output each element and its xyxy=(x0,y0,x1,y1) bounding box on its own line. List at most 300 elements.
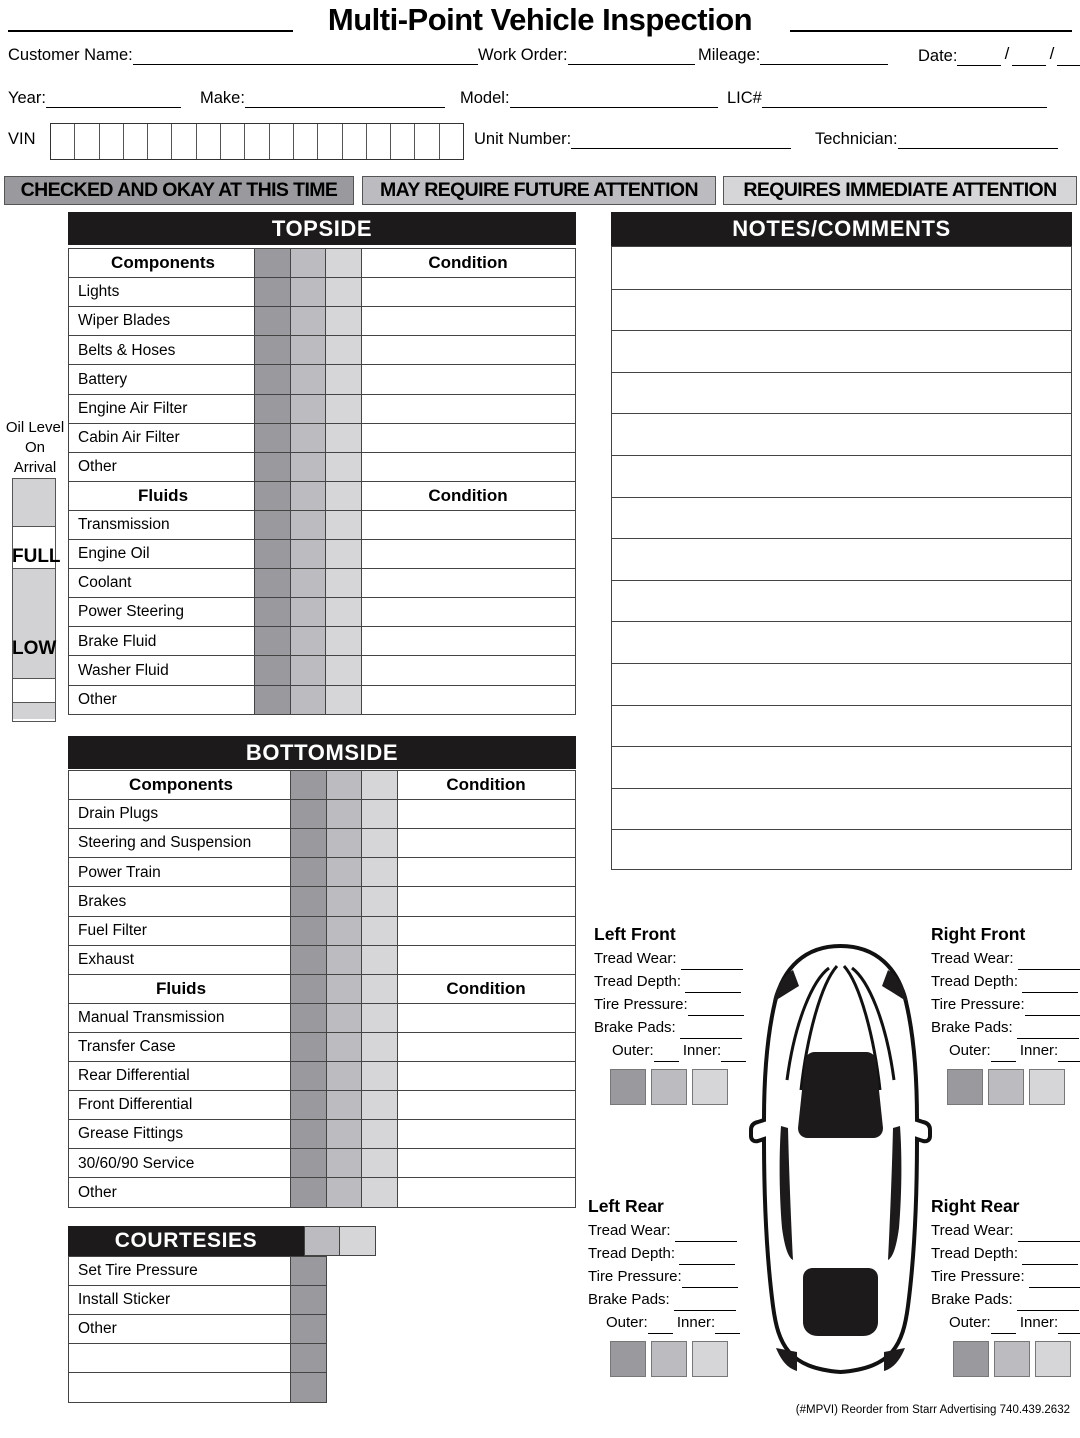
checkbox-cell-future[interactable] xyxy=(326,770,363,801)
tire-pressure-line[interactable] xyxy=(688,1003,744,1016)
checkbox-cell-okay[interactable] xyxy=(254,510,291,541)
row-label: Transfer Case xyxy=(78,1038,176,1056)
brake-pads-line[interactable] xyxy=(674,1298,736,1311)
condition-cell[interactable] xyxy=(360,539,576,570)
notes-comments-area[interactable] xyxy=(611,246,1072,870)
oil-seg-4[interactable] xyxy=(13,679,55,703)
table-row[interactable] xyxy=(68,1032,294,1063)
checkbox-cell-immediate[interactable] xyxy=(361,799,398,830)
checkbox-cell-future[interactable] xyxy=(326,1061,363,1092)
checkbox-cell-okay[interactable] xyxy=(254,626,291,657)
notes-line[interactable] xyxy=(612,663,1071,664)
checkbox-cell-immediate[interactable] xyxy=(325,539,362,570)
checkbox-cell-future[interactable] xyxy=(326,1090,363,1121)
condition-cell[interactable] xyxy=(360,510,576,541)
outer-inner-row[interactable] xyxy=(588,1311,740,1334)
checkbox-cell-future[interactable] xyxy=(290,277,327,308)
condition-cell[interactable] xyxy=(396,1032,576,1063)
checkbox-cell-future[interactable] xyxy=(326,974,363,1005)
tread-wear-row[interactable] xyxy=(931,947,1080,970)
condition-cell[interactable] xyxy=(360,423,576,454)
table-row[interactable] xyxy=(68,1148,294,1179)
checkbox-cell-okay[interactable] xyxy=(290,1032,327,1063)
checkbox-cell-immediate[interactable] xyxy=(361,1148,398,1179)
checkbox-cell-okay[interactable] xyxy=(254,481,291,512)
checkbox-cell-immediate[interactable] xyxy=(361,886,398,917)
condition-cell[interactable] xyxy=(396,799,576,830)
checkbox-cell-okay[interactable] xyxy=(290,945,327,976)
checkbox-cell-okay[interactable] xyxy=(254,306,291,337)
mileage-line[interactable] xyxy=(760,51,888,65)
condition-column-header[interactable] xyxy=(396,974,576,1005)
customer-name-line[interactable] xyxy=(133,51,478,65)
date-separator-1: / xyxy=(1004,44,1010,63)
table-row[interactable] xyxy=(68,568,258,599)
condition-header-label: Condition xyxy=(428,253,508,273)
checkbox-cell-future[interactable] xyxy=(290,510,327,541)
condition-cell[interactable] xyxy=(360,626,576,657)
checkbox-cell-future[interactable] xyxy=(326,1032,363,1063)
tread-depth-label: Tread Depth: xyxy=(594,973,681,990)
checkbox-cell-immediate[interactable] xyxy=(325,597,362,628)
brake-pads-label: Brake Pads: xyxy=(588,1291,670,1308)
table-row[interactable] xyxy=(68,539,258,570)
checkbox-cell-immediate[interactable] xyxy=(325,568,362,599)
tread-wear-line[interactable] xyxy=(675,1229,737,1242)
vin-box[interactable] xyxy=(51,124,75,159)
checkbox-cell-immediate[interactable] xyxy=(325,335,362,366)
vin-box[interactable] xyxy=(172,124,196,159)
table-row[interactable] xyxy=(68,1314,294,1345)
table-row[interactable] xyxy=(68,306,258,337)
table-row[interactable] xyxy=(68,655,258,686)
checkbox-cell-immediate[interactable] xyxy=(361,1090,398,1121)
tread-depth-row[interactable] xyxy=(931,970,1080,993)
tire-pressure-line[interactable] xyxy=(682,1275,738,1288)
work-order-line[interactable] xyxy=(568,51,695,65)
swatch-immediate-attention[interactable] xyxy=(692,1341,728,1377)
checkbox-cell-future[interactable] xyxy=(326,1177,363,1208)
condition-cell[interactable] xyxy=(360,655,576,686)
table-row[interactable] xyxy=(68,828,294,859)
table-row[interactable] xyxy=(68,1061,294,1092)
checkbox-cell-okay[interactable] xyxy=(290,1090,327,1121)
checkbox-cell-okay[interactable] xyxy=(290,1148,327,1179)
lic-field[interactable] xyxy=(727,89,1047,108)
brake-pads-line[interactable] xyxy=(680,1026,742,1039)
checkbox-cell-okay[interactable] xyxy=(254,423,291,454)
checkbox-cell-immediate[interactable] xyxy=(325,685,362,716)
condition-cell[interactable] xyxy=(360,685,576,716)
condition-column-header[interactable] xyxy=(396,770,576,801)
checkbox-cell-immediate[interactable] xyxy=(325,277,362,308)
make-field[interactable] xyxy=(200,89,445,108)
checkbox-cell-okay[interactable] xyxy=(254,655,291,686)
tread-wear-row[interactable] xyxy=(588,1219,740,1242)
condition-cell[interactable] xyxy=(360,394,576,425)
notes-line[interactable] xyxy=(612,330,1071,331)
date-separator-2: / xyxy=(1049,44,1055,63)
checkbox-cell-okay[interactable] xyxy=(254,597,291,628)
technician-line[interactable] xyxy=(898,135,1058,149)
unit-number-field[interactable] xyxy=(474,130,791,149)
checkbox-cell-future[interactable] xyxy=(290,394,327,425)
checkbox-cell-okay[interactable] xyxy=(290,1256,327,1287)
condition-cell[interactable] xyxy=(396,1148,576,1179)
checkbox-cell-okay[interactable] xyxy=(254,568,291,599)
tread-depth-row[interactable] xyxy=(588,1242,740,1265)
vin-box[interactable] xyxy=(343,124,367,159)
tire-pressure-row[interactable] xyxy=(594,993,746,1016)
tread-depth-line[interactable] xyxy=(1022,980,1078,993)
table-row[interactable] xyxy=(68,1119,294,1150)
notes-line[interactable] xyxy=(612,455,1071,456)
notes-line[interactable] xyxy=(612,705,1071,706)
checkbox-cell-future[interactable] xyxy=(290,364,327,395)
mileage-field[interactable] xyxy=(698,46,888,65)
oil-level-gauge[interactable] xyxy=(4,418,66,659)
tire-condition-swatches[interactable] xyxy=(588,1341,740,1377)
tire-condition-swatches[interactable] xyxy=(931,1069,1080,1105)
table-row[interactable] xyxy=(68,335,258,366)
notes-line[interactable] xyxy=(612,413,1071,414)
checkbox-cell-okay[interactable] xyxy=(290,1372,327,1403)
outer-inner-row[interactable] xyxy=(931,1039,1080,1062)
tire-pressure-line[interactable] xyxy=(1029,1275,1080,1288)
checkbox-cell-future[interactable] xyxy=(290,685,327,716)
checkbox-cell-immediate[interactable] xyxy=(325,364,362,395)
tread-wear-line[interactable] xyxy=(1018,957,1080,970)
checkbox-cell-future[interactable] xyxy=(326,857,363,888)
checkbox-cell-okay[interactable] xyxy=(290,1343,327,1374)
notes-line[interactable] xyxy=(612,289,1071,290)
condition-cell[interactable] xyxy=(360,452,576,483)
vin-box[interactable] xyxy=(124,124,148,159)
row-label: Power Steering xyxy=(78,603,184,621)
condition-cell[interactable] xyxy=(360,568,576,599)
table-row[interactable] xyxy=(68,1177,294,1208)
checkbox-cell-immediate[interactable] xyxy=(339,1226,376,1256)
checkbox-cell-immediate[interactable] xyxy=(361,770,398,801)
brake-pads-line[interactable] xyxy=(1017,1026,1079,1039)
technician-field[interactable] xyxy=(815,130,1058,149)
outer-line[interactable] xyxy=(991,1049,1016,1062)
checkbox-cell-immediate[interactable] xyxy=(361,857,398,888)
swatch-future-attention[interactable] xyxy=(994,1341,1030,1377)
checkbox-cell-okay[interactable] xyxy=(290,1003,327,1034)
work-order-field[interactable] xyxy=(478,46,695,65)
condition-cell[interactable] xyxy=(396,916,576,947)
brake-pads-row[interactable] xyxy=(931,1016,1080,1039)
condition-cell[interactable] xyxy=(396,1119,576,1150)
condition-cell[interactable] xyxy=(396,1090,576,1121)
vin-box[interactable] xyxy=(100,124,124,159)
checkbox-cell-okay[interactable] xyxy=(290,1061,327,1092)
year-line[interactable] xyxy=(46,94,181,108)
oil-level-title-line2: On Arrival xyxy=(13,439,57,476)
checkbox-cell-future[interactable] xyxy=(326,916,363,947)
swatch-immediate-attention[interactable] xyxy=(1029,1069,1065,1105)
inner-line[interactable] xyxy=(1058,1321,1080,1334)
checkbox-cell-okay[interactable] xyxy=(254,248,291,279)
outer-line[interactable] xyxy=(648,1321,673,1334)
oil-seg-1[interactable] xyxy=(13,479,55,527)
tread-wear-row[interactable] xyxy=(931,1219,1080,1242)
tire-pressure-row[interactable] xyxy=(931,1265,1080,1288)
checkbox-cell-immediate[interactable] xyxy=(361,828,398,859)
checkbox-cell-okay[interactable] xyxy=(254,364,291,395)
inner-line[interactable] xyxy=(1058,1049,1080,1062)
checkbox-cell-immediate[interactable] xyxy=(325,626,362,657)
swatch-checked-okay[interactable] xyxy=(947,1069,983,1105)
condition-column-header[interactable] xyxy=(360,248,576,279)
notes-line[interactable] xyxy=(612,372,1071,373)
table-row[interactable] xyxy=(68,1090,294,1121)
condition-cell[interactable] xyxy=(396,1061,576,1092)
checkbox-cell-future[interactable] xyxy=(290,452,327,483)
notes-line[interactable] xyxy=(612,580,1071,581)
checkbox-cell-okay[interactable] xyxy=(254,394,291,425)
table-row[interactable] xyxy=(68,857,294,888)
checkbox-cell-okay[interactable] xyxy=(254,539,291,570)
table-row[interactable] xyxy=(68,452,258,483)
condition-cell[interactable] xyxy=(360,306,576,337)
tread-depth-line[interactable] xyxy=(1022,1252,1078,1265)
tire-condition-swatches[interactable] xyxy=(931,1341,1080,1377)
table-row[interactable] xyxy=(68,394,258,425)
checkbox-cell-future[interactable] xyxy=(290,568,327,599)
date-month-line[interactable] xyxy=(957,52,1001,66)
brake-pads-row[interactable] xyxy=(594,1016,746,1039)
condition-cell[interactable] xyxy=(360,597,576,628)
notes-line[interactable] xyxy=(612,746,1071,747)
swatch-future-attention[interactable] xyxy=(651,1069,687,1105)
checkbox-cell-immediate[interactable] xyxy=(325,655,362,686)
checkbox-cell-okay[interactable] xyxy=(254,335,291,366)
checkbox-cell-future[interactable] xyxy=(290,626,327,657)
make-line[interactable] xyxy=(245,94,445,108)
checkbox-cell-okay[interactable] xyxy=(290,828,327,859)
checkbox-cell-immediate[interactable] xyxy=(361,1177,398,1208)
vin-box[interactable] xyxy=(245,124,269,159)
checkbox-cell-okay[interactable] xyxy=(254,277,291,308)
swatch-future-attention[interactable] xyxy=(651,1341,687,1377)
checkbox-cell-okay[interactable] xyxy=(254,452,291,483)
table-row[interactable] xyxy=(68,1003,294,1034)
table-row[interactable] xyxy=(68,1285,294,1316)
checkbox-cell-future[interactable] xyxy=(326,1148,363,1179)
checkbox-cell-future[interactable] xyxy=(326,886,363,917)
condition-cell[interactable] xyxy=(396,945,576,976)
inner-line[interactable] xyxy=(721,1049,746,1062)
outer-line[interactable] xyxy=(654,1049,679,1062)
model-line[interactable] xyxy=(510,94,718,108)
checkbox-cell-immediate[interactable] xyxy=(325,481,362,512)
table-row[interactable] xyxy=(68,916,294,947)
condition-cell[interactable] xyxy=(396,886,576,917)
swatch-immediate-attention[interactable] xyxy=(1035,1341,1071,1377)
tire-pressure-row[interactable] xyxy=(588,1265,740,1288)
vin-boxes[interactable] xyxy=(50,123,464,160)
vin-box[interactable] xyxy=(440,124,463,159)
tire-condition-swatches[interactable] xyxy=(594,1069,746,1105)
table-row[interactable] xyxy=(68,685,258,716)
inner-line[interactable] xyxy=(715,1321,740,1334)
checkbox-cell-okay[interactable] xyxy=(254,685,291,716)
outer-label: Outer: xyxy=(949,1042,991,1059)
tread-wear-row[interactable] xyxy=(594,947,746,970)
table-row[interactable] xyxy=(68,1256,294,1287)
tread-depth-line[interactable] xyxy=(685,980,741,993)
condition-cell[interactable] xyxy=(396,857,576,888)
checkbox-cell-immediate[interactable] xyxy=(361,1032,398,1063)
checkbox-cell-immediate[interactable] xyxy=(325,452,362,483)
condition-cell[interactable] xyxy=(360,335,576,366)
oil-seg-3[interactable] xyxy=(13,569,55,679)
vin-box[interactable] xyxy=(75,124,99,159)
checkbox-cell-future[interactable] xyxy=(290,597,327,628)
checkbox-cell-immediate[interactable] xyxy=(325,394,362,425)
vin-box[interactable] xyxy=(318,124,342,159)
lic-line[interactable] xyxy=(762,94,1047,108)
table-row[interactable] xyxy=(68,1372,294,1403)
table-row[interactable] xyxy=(68,364,258,395)
checkbox-cell-immediate[interactable] xyxy=(361,916,398,947)
swatch-checked-okay[interactable] xyxy=(610,1341,646,1377)
table-row[interactable] xyxy=(68,277,258,308)
checkbox-cell-future[interactable] xyxy=(290,248,327,279)
notes-line[interactable] xyxy=(612,788,1071,789)
condition-cell[interactable] xyxy=(396,1003,576,1034)
checkbox-cell-immediate[interactable] xyxy=(361,945,398,976)
checkbox-cell-future[interactable] xyxy=(326,1003,363,1034)
table-row[interactable] xyxy=(68,945,294,976)
checkbox-cell-future[interactable] xyxy=(304,1226,341,1256)
legend-label: MAY REQUIRE FUTURE ATTENTION xyxy=(380,179,698,201)
date-year-line[interactable] xyxy=(1057,52,1080,66)
table-row[interactable] xyxy=(68,1343,294,1374)
outer-inner-row[interactable] xyxy=(594,1039,746,1062)
swatch-checked-okay[interactable] xyxy=(610,1069,646,1105)
outer-inner-row[interactable] xyxy=(931,1311,1080,1334)
tire-pressure-row[interactable] xyxy=(931,993,1080,1016)
checkbox-cell-future[interactable] xyxy=(290,481,327,512)
oil-seg-5[interactable] xyxy=(13,703,55,719)
vin-box[interactable] xyxy=(197,124,221,159)
vin-box[interactable] xyxy=(367,124,391,159)
checkbox-cell-okay[interactable] xyxy=(290,916,327,947)
table-row[interactable] xyxy=(68,886,294,917)
checkbox-cell-future[interactable] xyxy=(326,1119,363,1150)
checkbox-cell-future[interactable] xyxy=(290,335,327,366)
tire-position-name: Left Front xyxy=(594,924,676,944)
checkbox-cell-okay[interactable] xyxy=(290,857,327,888)
checkbox-cell-immediate[interactable] xyxy=(361,1119,398,1150)
customer-name-field[interactable] xyxy=(8,46,478,65)
tread-depth-row[interactable] xyxy=(931,1242,1080,1265)
vin-box[interactable] xyxy=(221,124,245,159)
tread-wear-label: Tread Wear: xyxy=(588,1222,671,1239)
brake-pads-row[interactable] xyxy=(931,1288,1080,1311)
notes-line[interactable] xyxy=(612,538,1071,539)
tread-wear-line[interactable] xyxy=(681,957,743,970)
checkbox-cell-future[interactable] xyxy=(326,828,363,859)
vin-box[interactable] xyxy=(391,124,415,159)
row-label: Transmission xyxy=(78,516,170,534)
tread-wear-line[interactable] xyxy=(1018,1229,1080,1242)
notes-line[interactable] xyxy=(612,497,1071,498)
checkbox-cell-future[interactable] xyxy=(290,539,327,570)
tread-depth-row[interactable] xyxy=(594,970,746,993)
checkbox-cell-future[interactable] xyxy=(326,945,363,976)
oil-level-bar[interactable] xyxy=(12,478,61,722)
checkbox-cell-okay[interactable] xyxy=(290,886,327,917)
checkbox-cell-immediate[interactable] xyxy=(361,1003,398,1034)
brake-pads-line[interactable] xyxy=(1017,1298,1079,1311)
table-row[interactable] xyxy=(68,799,294,830)
checkbox-cell-immediate[interactable] xyxy=(325,248,362,279)
checkbox-cell-okay[interactable] xyxy=(290,799,327,830)
checkbox-cell-okay[interactable] xyxy=(290,1314,327,1345)
checkbox-cell-future[interactable] xyxy=(290,655,327,686)
table-row[interactable] xyxy=(68,423,258,454)
swatch-future-attention[interactable] xyxy=(988,1069,1024,1105)
vin-box[interactable] xyxy=(294,124,318,159)
tire-pressure-line[interactable] xyxy=(1025,1003,1080,1016)
vin-box[interactable] xyxy=(415,124,439,159)
notes-line[interactable] xyxy=(612,829,1071,830)
column-header-label: Components xyxy=(129,775,233,795)
checkbox-cell-future[interactable] xyxy=(290,423,327,454)
swatch-immediate-attention[interactable] xyxy=(692,1069,728,1105)
notes-line[interactable] xyxy=(612,621,1071,622)
checkbox-cell-okay[interactable] xyxy=(290,974,327,1005)
model-field[interactable] xyxy=(460,89,718,108)
checkbox-cell-immediate[interactable] xyxy=(361,974,398,1005)
swatch-checked-okay[interactable] xyxy=(953,1341,989,1377)
checkbox-cell-immediate[interactable] xyxy=(325,510,362,541)
row-label: Exhaust xyxy=(78,950,135,968)
checkbox-cell-okay[interactable] xyxy=(290,1177,327,1208)
brake-pads-row[interactable] xyxy=(588,1288,740,1311)
unit-number-line[interactable] xyxy=(571,135,791,149)
outer-line[interactable] xyxy=(991,1321,1016,1334)
year-field[interactable] xyxy=(8,89,181,108)
checkbox-cell-future[interactable] xyxy=(290,306,327,337)
tread-depth-line[interactable] xyxy=(679,1252,735,1265)
date-field[interactable] xyxy=(918,46,1080,66)
condition-cell[interactable] xyxy=(396,1177,576,1208)
table-row[interactable] xyxy=(68,510,258,541)
vin-box[interactable] xyxy=(270,124,294,159)
brake-pads-label: Brake Pads: xyxy=(594,1019,676,1036)
checkbox-cell-immediate[interactable] xyxy=(361,1061,398,1092)
checkbox-cell-okay[interactable] xyxy=(290,770,327,801)
checkbox-cell-okay[interactable] xyxy=(290,1285,327,1316)
table-row[interactable] xyxy=(68,626,258,657)
checkbox-cell-immediate[interactable] xyxy=(325,306,362,337)
date-day-line[interactable] xyxy=(1012,52,1046,66)
condition-cell[interactable] xyxy=(360,364,576,395)
checkbox-cell-future[interactable] xyxy=(326,799,363,830)
checkbox-cell-immediate[interactable] xyxy=(325,423,362,454)
condition-cell[interactable] xyxy=(396,828,576,859)
checkbox-cell-okay[interactable] xyxy=(290,1119,327,1150)
table-row[interactable] xyxy=(68,597,258,628)
vin-box[interactable] xyxy=(148,124,172,159)
condition-column-header[interactable] xyxy=(360,481,576,512)
condition-cell[interactable] xyxy=(360,277,576,308)
